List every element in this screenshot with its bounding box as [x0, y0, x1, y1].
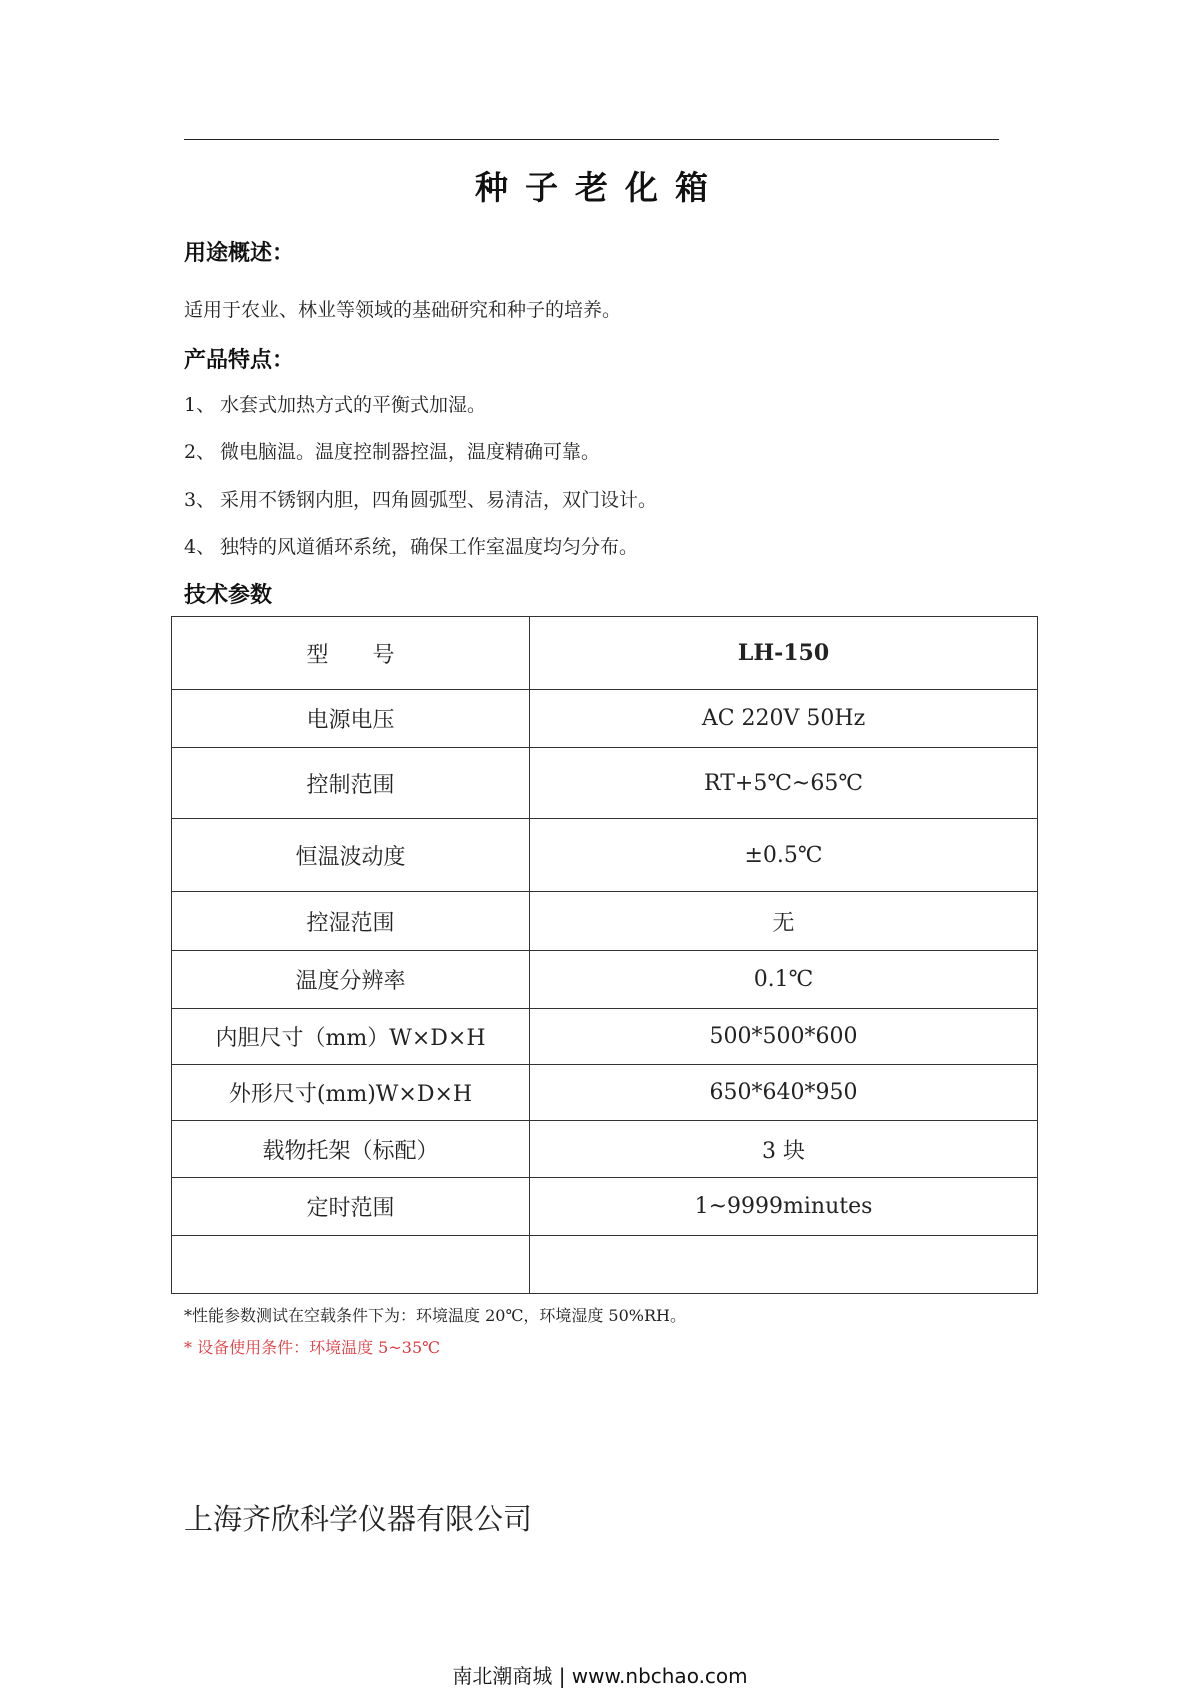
spec-key: 外形尺寸(mm)W×D×H	[172, 1065, 530, 1121]
spec-value: RT+5℃~65℃	[530, 748, 1038, 819]
header-rule	[184, 139, 999, 140]
feature-number: 2、	[184, 441, 216, 463]
spec-key: 内胆尺寸（mm）W×D×H	[172, 1009, 530, 1065]
feature-number: 1、	[184, 394, 216, 416]
table-row	[172, 1121, 1038, 1178]
spec-key: 温度分辨率	[172, 951, 530, 1009]
table-row	[172, 1009, 1038, 1065]
spec-key: 定时范围	[172, 1178, 530, 1236]
table-row	[172, 1178, 1038, 1236]
table-row	[172, 617, 1038, 690]
spec-value: 无	[530, 892, 1038, 951]
spec-key: 型 号	[172, 617, 530, 690]
specs-heading: 技术参数	[184, 583, 273, 608]
spec-value: ±0.5℃	[530, 819, 1038, 892]
table-row	[172, 892, 1038, 951]
feature-text: 水套式加热方式的平衡式加湿。	[220, 394, 487, 416]
spec-value: 3 块	[530, 1121, 1038, 1178]
spec-value	[530, 1236, 1038, 1294]
spec-table	[171, 616, 1038, 1294]
page-title: 种子老化箱	[475, 168, 725, 207]
spec-value: 500*500*600	[530, 1009, 1038, 1065]
feature-item	[184, 437, 600, 464]
spec-key	[172, 1236, 530, 1294]
spec-key: 控制范围	[172, 748, 530, 819]
table-row	[172, 1065, 1038, 1121]
usage-condition-note: * 设备使用条件：环境温度 5~35℃	[184, 1338, 441, 1357]
spec-value: 650*640*950	[530, 1065, 1038, 1121]
spec-key: 电源电压	[172, 690, 530, 748]
spec-value: LH-150	[530, 617, 1038, 690]
table-row	[172, 690, 1038, 748]
feature-item	[184, 390, 486, 417]
spec-value: 1~9999minutes	[530, 1178, 1038, 1236]
feature-number: 4、	[184, 536, 216, 558]
feature-number: 3、	[184, 489, 216, 511]
spec-value: AC 220V 50Hz	[530, 690, 1038, 748]
feature-item	[184, 485, 657, 512]
usage-heading: 用途概述：	[184, 241, 295, 266]
spec-key: 载物托架（标配）	[172, 1121, 530, 1178]
table-row	[172, 951, 1038, 1009]
test-condition-note: *性能参数测试在空载条件下为：环境温度 20℃，环境湿度 50%RH。	[184, 1306, 686, 1325]
feature-text: 微电脑温。温度控制器控温，温度精确可靠。	[220, 441, 601, 463]
usage-text: 适用于农业、林业等领域的基础研究和种子的培养。	[184, 299, 622, 321]
site-footer: 南北潮商城 | www.nbchao.com	[452, 1664, 748, 1688]
spec-key: 控湿范围	[172, 892, 530, 951]
table-row	[172, 748, 1038, 819]
feature-item	[184, 532, 638, 559]
spec-value: 0.1℃	[530, 951, 1038, 1009]
spec-key: 恒温波动度	[172, 819, 530, 892]
table-row	[172, 819, 1038, 892]
feature-text: 独特的风道循环系统，确保工作室温度均匀分布。	[220, 536, 639, 558]
features-heading: 产品特点：	[184, 348, 295, 373]
company-name: 上海齐欣科学仪器有限公司	[184, 1502, 533, 1536]
feature-text: 采用不锈钢内胆，四角圆弧型、易清洁，双门设计。	[220, 489, 658, 511]
table-row	[172, 1236, 1038, 1294]
